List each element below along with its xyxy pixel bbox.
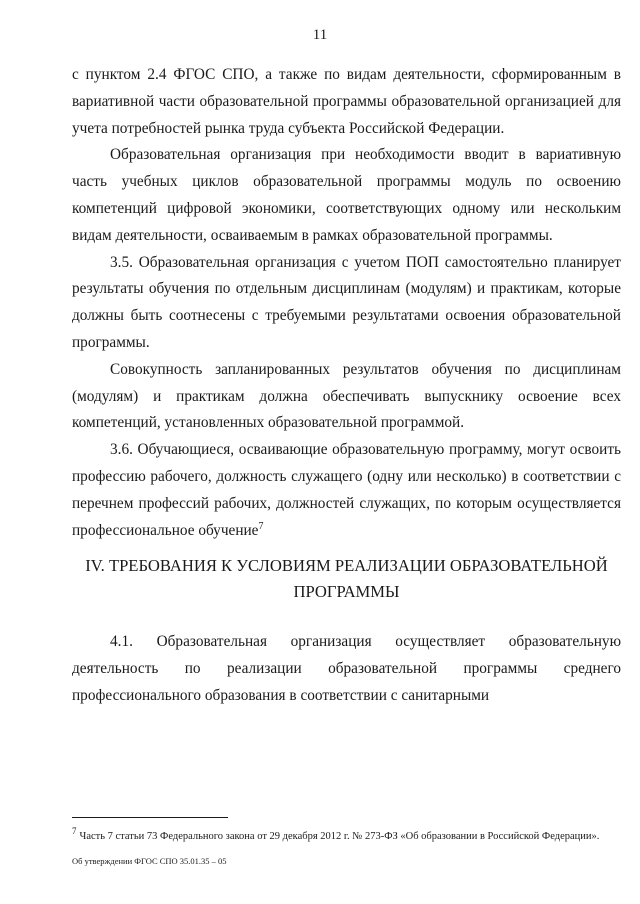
paragraph-3-6-text: 3.6. Обучающиеся, осваивающие образовательную программу, могут освоить профессию рабочего, должность служащего (одну или несколько) в соответствии с перечнем профессий рабочих, должностей служащих, по которым осуществляется профессиональное обучение xyxy=(72,441,621,539)
paragraph-3-5: 3.5. Образовательная организация с учетом ПОП самостоятельно планирует результаты обучения по отдельным дисциплинам (модулям) и практикам, которые должны быть соотнесены с требуемыми результатами освоения образовательной программы. xyxy=(72,253,621,351)
paragraph-continuation: с пунктом 2.4 ФГОС СПО, а также по видам деятельности, сформированным в вариативной части образовательной программы образовательной организацией для учета потребностей рынка труда субъекта Российской Федерации. xyxy=(72,66,621,137)
footnote-text: Часть 7 статьи 73 Федерального закона от 29 декабря 2012 г. № 273-ФЗ «Об образовании в Российской Федерации». xyxy=(79,831,600,842)
body-text-lower xyxy=(72,629,621,709)
document-footer: Об утверждении ФГОС СПО 35.01.35 – 05 xyxy=(72,856,227,866)
footnote-divider xyxy=(72,817,228,818)
section-heading xyxy=(72,553,621,605)
section-heading-line-2: ПРОГРАММЫ xyxy=(293,582,400,601)
footnote xyxy=(72,824,632,844)
paragraph-learning-outcomes: Совокупность запланированных результатов обучения по дисциплинам (модулям) и практикам должна обеспечивать выпускнику освоение всех компетенций, установленных образовательной программой. xyxy=(72,360,621,432)
page-number: 11 xyxy=(312,27,328,43)
footnote-reference: 7 xyxy=(258,520,264,532)
paragraph-3-6 xyxy=(72,437,621,544)
body-text-upper xyxy=(72,62,621,544)
footnote-number: 7 xyxy=(72,826,77,836)
paragraph-4-1: 4.1. Образовательная организация осуществляет образовательную деятельность по реализации образовательной программы среднего профессионального образования в соответствии с санитарными xyxy=(72,633,621,704)
section-heading-line-1: IV. ТРЕБОВАНИЯ К УСЛОВИЯМ РЕАЛИЗАЦИИ ОБРАЗОВАТЕЛЬНОЙ xyxy=(85,556,608,575)
paragraph-digital-economy: Образовательная организация при необходимости вводит в вариативную часть учебных циклов образовательной программы модуль по освоению компетенций цифровой экономики, соответствующих одному или нескольким видам деятельности, осваиваемым в рамках образовательной программы. xyxy=(72,146,621,244)
